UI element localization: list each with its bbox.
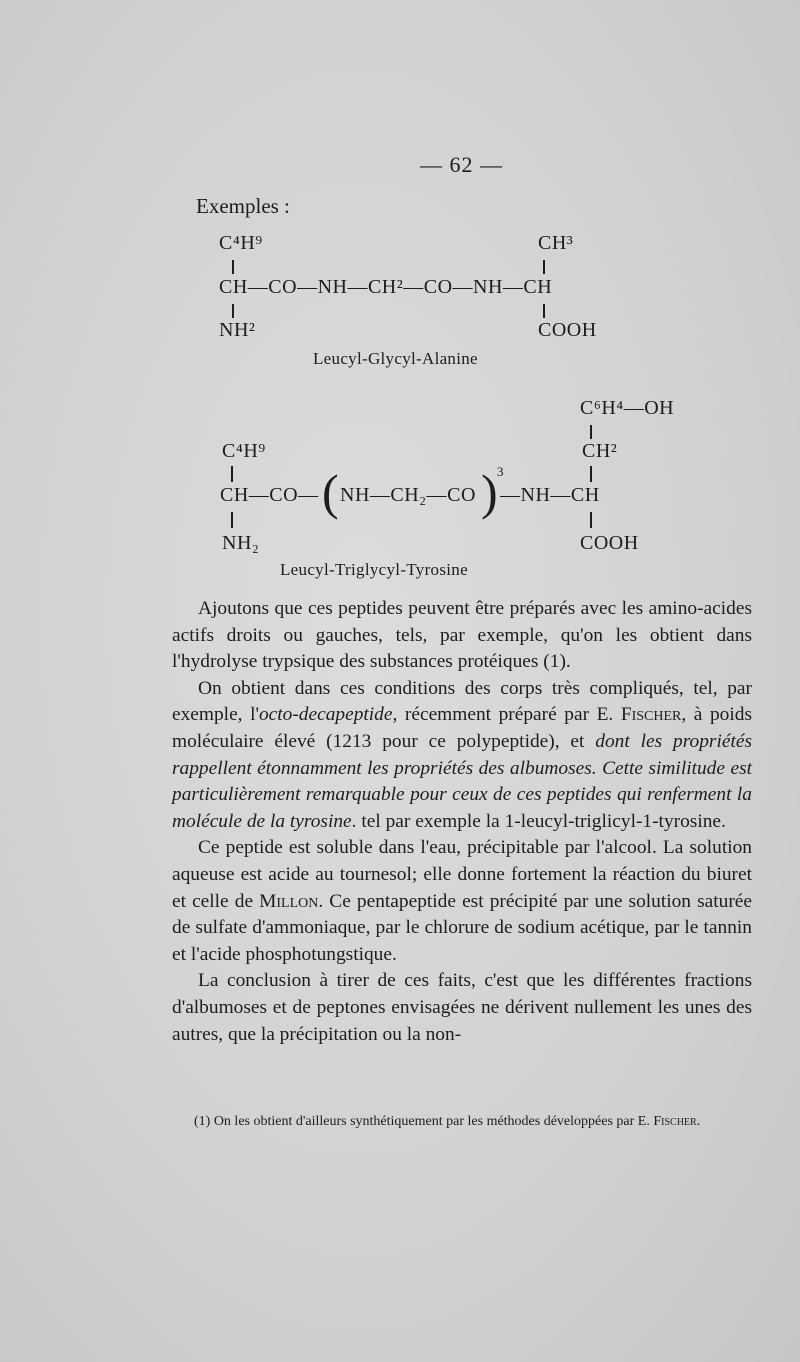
formula2-exponent: 3 xyxy=(497,464,504,479)
formula2-left-bottom: NH₂ xyxy=(222,532,260,554)
paragraph-4: La conclusion à tirer de ces faits, c'est que les différentes fractions d'albumoses et de peptones envisagées ne dérivent nullement les unes des autres, que la précipitation ou la non- xyxy=(172,970,752,1045)
paragraph-2-part-2: , récemment préparé par E. xyxy=(392,704,621,726)
body-text xyxy=(172,596,752,1048)
page-number: — 62 — xyxy=(420,152,503,177)
paragraph-2-part-3: , à poids moléculaire élevé (1213 pour ce polypeptide), et xyxy=(172,704,752,752)
examples-heading: Exemples : xyxy=(196,194,290,218)
formula1-caption: Leucyl-Glycyl-Alanine xyxy=(313,349,478,368)
paragraph-1: Ajoutons que ces peptides peuvent être préparés avec les amino-acides actifs droits ou gauches, tels, par exemple, qu'on les obtient dans l'hydrolyse trypsique des substances protéiques (1). xyxy=(172,598,752,673)
formula2-bond-ring xyxy=(590,425,592,439)
formula2-left-top: C⁴H⁹ xyxy=(222,440,266,462)
paragraph-2-part-4: . tel par exemple la 1-leucyl-triglicyl-1-tyrosine. xyxy=(351,810,726,832)
formula2-right-mid: CH² xyxy=(582,440,618,462)
paragraph-2-part-1: On obtient dans ces conditions des corps très compliqués, tel, par exemple, l' xyxy=(172,677,752,726)
paragraph-3 xyxy=(172,835,752,968)
formula1-bond-right-top xyxy=(543,260,545,274)
footnote xyxy=(172,1112,752,1131)
footnote-author-name: Fischer xyxy=(653,1114,697,1129)
formula2-bond-right-bottom xyxy=(590,512,592,528)
paragraph-3-part-2: . Ce pentapeptide est précipité par une solution saturée de sulfate d'ammoniaque, par le chlorure de sodium acétique, par le tannin et l'acide phosphotungstique. xyxy=(172,890,752,965)
formula1-chain: CH—CO—NH—CH²—CO—NH—CH xyxy=(219,276,553,298)
formula1-right-top: CH³ xyxy=(538,232,574,254)
formula2-chain-start: CH—CO— xyxy=(220,484,319,506)
formula1-bond-left-top xyxy=(232,260,234,274)
formula2-open-paren: ( xyxy=(322,464,339,520)
formula2-caption: Leucyl-Triglycyl-Tyrosine xyxy=(280,560,468,579)
formula1-left-top: C⁴H⁹ xyxy=(219,232,263,254)
formula2-bond-left-bottom xyxy=(231,512,233,528)
formula1-bond-right-bottom xyxy=(543,304,545,318)
formula2-bond-right-top xyxy=(590,466,592,482)
formula2-right-top-ring: C⁶H⁴—OH xyxy=(580,397,675,419)
paragraph-2 xyxy=(172,676,752,836)
paragraph-3-part-1: Ce peptide est soluble dans l'eau, précipitable par l'alcool. La solution aqueuse est acide au tournesol; elle donne fortement la réaction du biuret et celle de xyxy=(172,837,752,912)
formula1-right-bottom: COOH xyxy=(538,319,597,341)
paragraph-2-italic-1: octo-decapeptide xyxy=(258,704,393,726)
formula1-bond-left-bottom xyxy=(232,304,234,318)
formula1-left-bottom: NH² xyxy=(219,319,256,341)
author-name-fischer: Fischer xyxy=(620,704,682,726)
formula2-group: NH—CH₂—CO xyxy=(340,484,476,506)
formula2-chain-end: —NH—CH xyxy=(500,484,600,506)
formula2-close-paren: ) xyxy=(481,464,498,520)
formula2-right-bottom: COOH xyxy=(580,532,639,554)
footnote-text: (1) On les obtient d'ailleurs synthétiquement par les méthodes développées par E. xyxy=(194,1114,654,1129)
author-name-millon: Millon xyxy=(259,890,319,912)
formula2-bond-left-top xyxy=(231,466,233,482)
footnote-end: . xyxy=(696,1114,701,1129)
paragraph-2-italic-2: dont les propriétés rappellent étonnamment les propriétés des albumoses. Cette similitude est particulièrement remarquable pour ceux de ces peptides qui renferment la molécule de la tyrosine xyxy=(172,730,753,832)
